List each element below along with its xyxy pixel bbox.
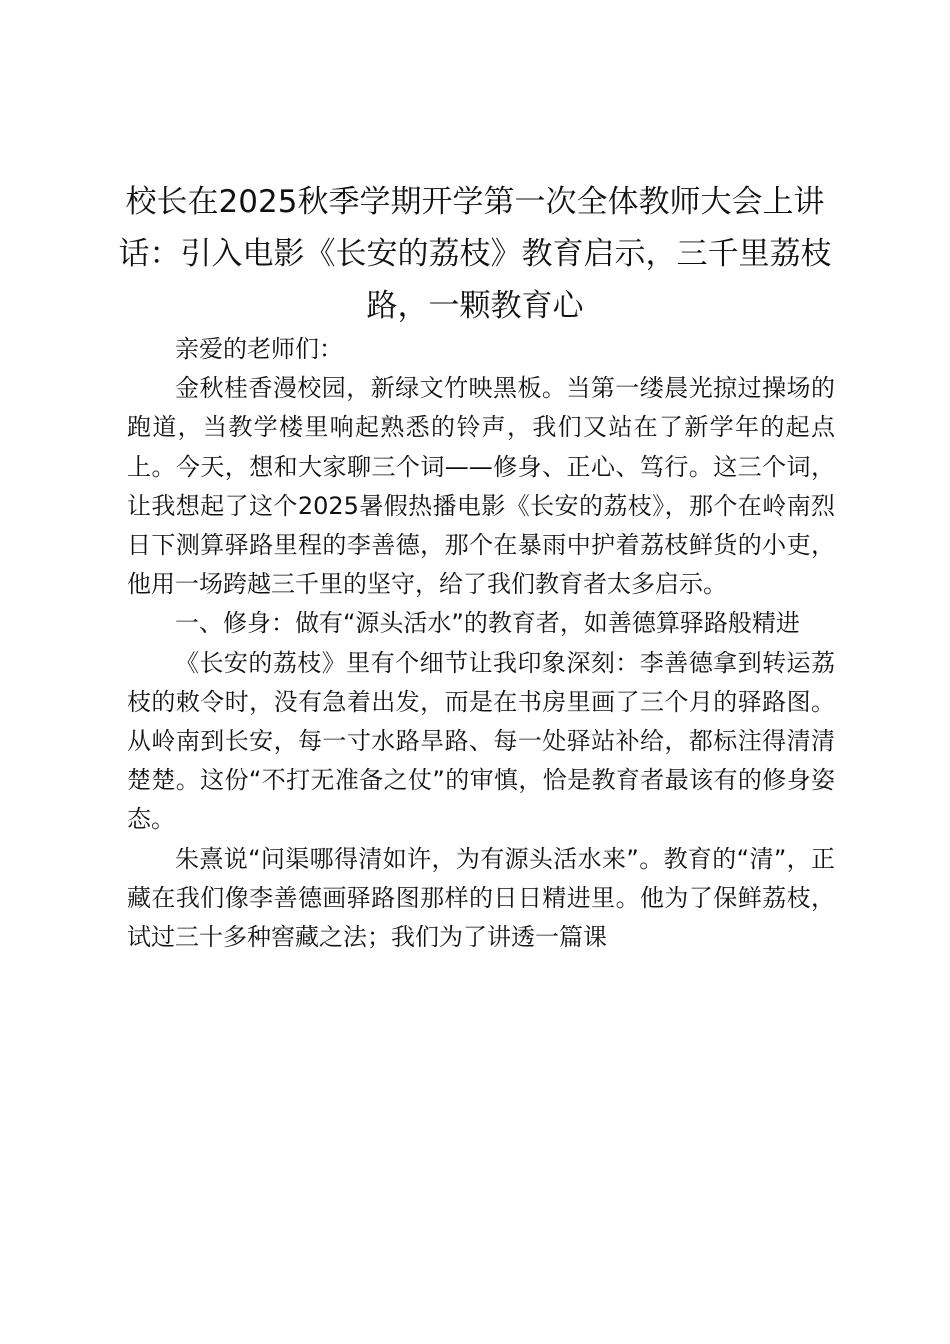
salutation: 亲爱的老师们： <box>175 335 343 363</box>
document-body <box>127 330 835 957</box>
paragraph-intro: 金秋桂香漫校园，新绿文竹映黑板。当第一缕晨光掠过操场的跑道，当教学楼里响起熟悉的铃声，我们又站在了新学年的起点上。今天，想和大家聊三个词——修身、正心、笃行。这三个词，让我想起了这个2025暑假热播电影《长安的荔枝》，那个在岭南烈日下测算驿路里程的李善德，那个在暴雨中护着荔枝鲜货的小吏，他用一场跨越三千里的坚守，给了我们教育者太多启示。 <box>127 374 835 599</box>
section-heading-1: 一、修身：做有“源头活水”的教育者，如善德算驿路般精进 <box>175 609 800 638</box>
paragraph-zhuxi-quote: 朱熹说“问渠哪得清如许，为有源头活水来”。教育的“清”，正藏在我们像李善德画驿路图那样的日日精进里。他为了保鲜荔枝，试过三十多种窖藏之法；我们为了讲透一篇课 <box>127 844 835 952</box>
paragraph-film-detail: 《长安的荔枝》里有个细节让我印象深刻：李善德拿到转运荔枝的敕令时，没有急着出发，而是在书房里画了三个月的驿路图。从岭南到长安，每一寸水路旱路、每一处驿站补给，都标注得清清楚楚。这份“不打无准备之仗”的审慎，恰是教育者最该有的修身姿态。 <box>127 648 835 834</box>
document-title: 校长在2025秋季学期开学第一次全体教师大会上讲话：引入电影《长安的荔枝》教育启示，三千里荔枝路，一颗教育心 <box>118 184 832 324</box>
